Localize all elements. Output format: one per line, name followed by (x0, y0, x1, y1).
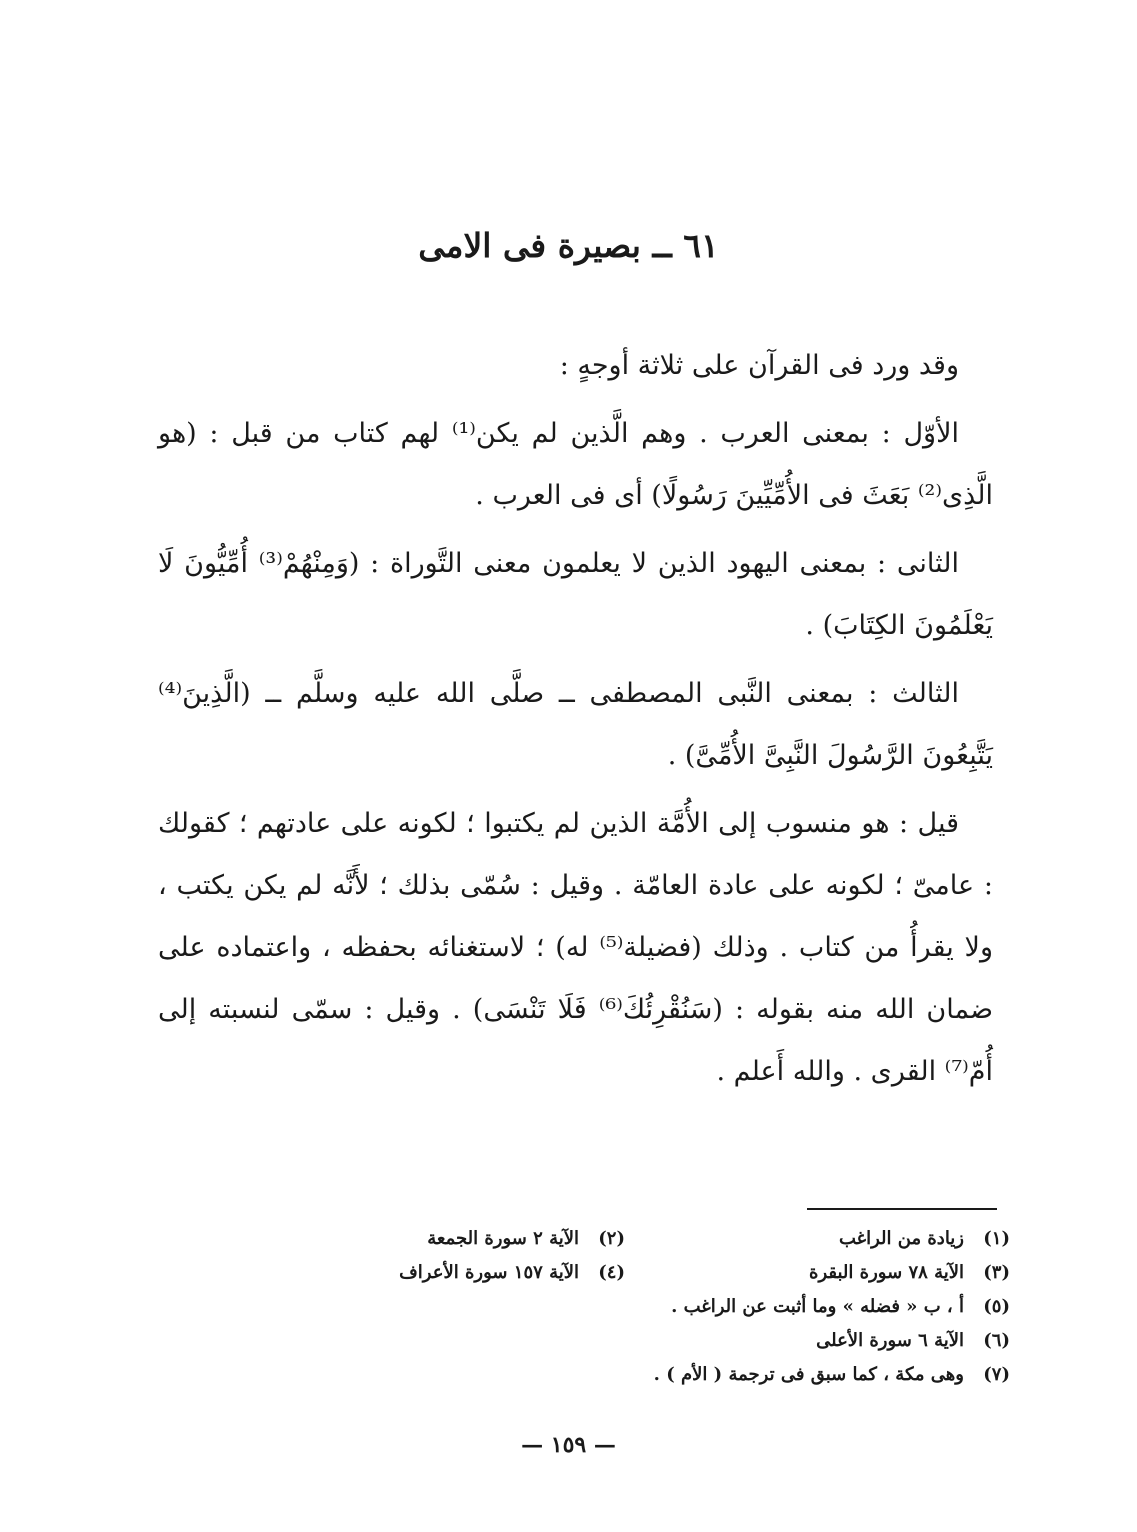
footnote-number: (٣) (983, 1262, 1010, 1283)
paragraph-second-meaning: الثانى : بمعنى اليهود الذين لا يعلمون معنى التَّوراة : (وَمِنْهُمْ⁽³⁾ أُمِّيُّونَ لَا يَعْلَمُونَ الكِتَابَ) . (158, 548, 993, 641)
footnote-text: الآية ٦ سورة الأعلى (816, 1330, 964, 1351)
footnote-number: (٢) (598, 1228, 625, 1249)
footnote-number: (١) (983, 1228, 1010, 1249)
footnote-5 (570, 1290, 1010, 1324)
footnote-4 (240, 1256, 625, 1290)
section-title: ٦١ ــ بصيرة فى الامى (418, 226, 719, 265)
footnote-text: الآية ٧٨ سورة البقرة (809, 1262, 964, 1283)
footnote-text: الآية ٢ سورة الجمعة (427, 1228, 579, 1249)
footnotes (240, 1222, 1010, 1392)
footnote-row (240, 1256, 1010, 1290)
paragraph-explanation: قيل : هو منسوب إلى الأُمَّة الذين لم يكتبوا ؛ لكونه على عادتهم ؛ كقولك : عامىّ ؛ لكونه على عادة العامّة . وقيل : سُمّى بذلك ؛ لأَنَّه لم يكن يكتب ، ولا يقرأُ من كتاب . وذلك (فضيلة⁽⁵⁾ له) ؛ لاستغنائه بحفظه ، واعتماده على ضمان الله منه بقوله : (سَنُقْرِئُكَ⁽⁶⁾ فَلَا تَنْسَى) . وقيل : سمّى لنسبته إلى أُمّ⁽⁷⁾ القرى . والله أَعلم . (158, 808, 993, 1087)
footnote-row (240, 1222, 1010, 1256)
footnote-text: وهى مكة ، كما سبق فى ترجمة ( الأم ) . (653, 1364, 964, 1385)
footnote-3 (625, 1256, 1010, 1290)
footnote-text: الآية ١٥٧ سورة الأعراف (399, 1262, 579, 1283)
footnote-number: (٧) (983, 1364, 1010, 1385)
footnote-row (240, 1290, 1010, 1324)
footnote-number: (٥) (983, 1296, 1010, 1317)
footnote-row (240, 1324, 1010, 1358)
paragraph-intro: وقد ورد فى القرآن على ثلاثة أوجهٍ : (559, 350, 959, 381)
footnote-2 (240, 1222, 625, 1256)
paragraph-first-meaning: الأوّل : بمعنى العرب . وهم الَّذين لم يكن⁽¹⁾ لهم كتاب من قبل : (هو الَّذِى⁽²⁾ بَعَثَ فى الأُمِّيِّينَ رَسُولًا) أى فى العرب . (158, 418, 993, 511)
footnote-text: زيادة من الراغب (838, 1228, 964, 1249)
footnote-text: أ ، ب « فضله » وما أثبت عن الراغب . (671, 1296, 964, 1317)
footnote-number: (٤) (598, 1262, 625, 1283)
footnote-7 (570, 1358, 1010, 1392)
footnote-row (240, 1358, 1010, 1392)
page-number: — ١٥٩ — (521, 1432, 616, 1458)
footnote-number: (٦) (983, 1330, 1010, 1351)
body-text (158, 335, 993, 1109)
footnote-divider (807, 1208, 997, 1210)
paragraph-third-meaning: الثالث : بمعنى النَّبى المصطفى ــ صلَّى الله عليه وسلَّم ــ (الَّذِينَ⁽⁴⁾ يَتَّبِعُونَ الرَّسُولَ النَّبِىَّ الأُمِّىَّ) . (158, 678, 993, 771)
footnote-6 (570, 1324, 1010, 1358)
footnote-1 (625, 1222, 1010, 1256)
